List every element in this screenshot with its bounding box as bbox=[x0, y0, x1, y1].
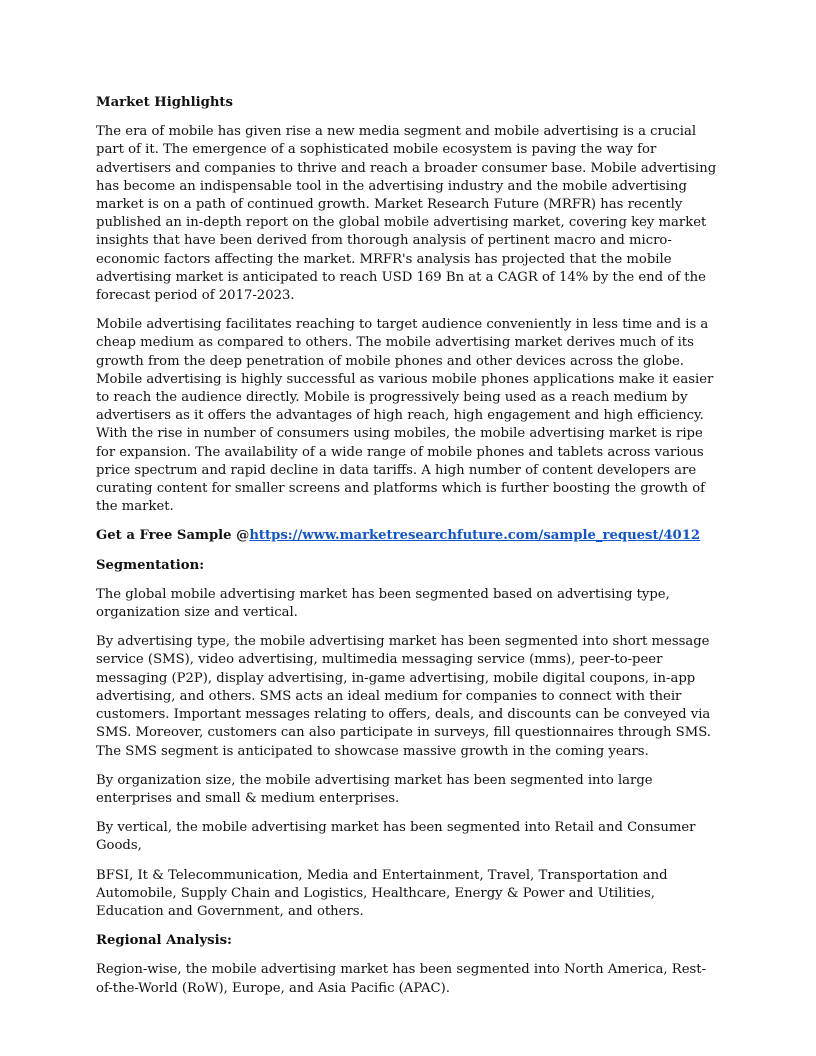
market-highlights-paragraph-1: The era of mobile has given rise a new media segment and mobile advertising is a crucial part of it. The emergence of a sophisticated mobile ecosystem is paving the way for advertisers and companies to thrive and reach a broader consumer base. Mobile advertising has become an indispensable tool in the advertising industry and the mobile advertising market is on a path of continued growth. Market Research Future (MRFR) has recently published an in-depth report on the global mobile advertising market, covering key market insights that have been derived from thorough analysis of pertinent macro and micro-economic factors affecting the market. MRFR's analysis has projected that the mobile advertising market is anticipated to reach USD 169 Bn at a CAGR of 14% by the end of the forecast period of 2017-2023. bbox=[96, 124, 717, 304]
document-page bbox=[96, 94, 720, 1009]
segmentation-paragraph-2: By advertising type, the mobile advertising market has been segmented into short message service (SMS), video advertising, multimedia messaging service (mms), peer-to-peer messaging (P2P), display advertising, in-game advertising, mobile digital coupons, in-app advertising, and others. SMS acts an ideal medium for companies to connect with their customers. Important messages relating to offers, deals, and discounts can be conveyed via SMS. Moreover, customers can also participate in surveys, fill questionnaires through SMS. The SMS segment is anticipated to showcase massive growth in the coming years. bbox=[96, 634, 711, 759]
regional-analysis-heading: Regional Analysis: bbox=[96, 933, 232, 949]
free-sample-label: Get a Free Sample @ bbox=[96, 528, 250, 544]
segmentation-paragraph-5: BFSI, It & Telecommunication, Media and Entertainment, Travel, Transportation and Automobile, Supply Chain and Logistics, Healthcare, Energy & Power and Utilities, Education and Government, and others. bbox=[96, 867, 668, 919]
segmentation-paragraph-1: The global mobile advertising market has been segmented based on advertising type, organization size and vertical. bbox=[96, 586, 670, 621]
regional-analysis-paragraph-1: Region-wise, the mobile advertising market has been segmented into North America, Rest-of-the-World (RoW), Europe, and Asia Pacific (APAC). bbox=[96, 962, 707, 996]
market-highlights-heading: Market Highlights bbox=[96, 95, 233, 110]
segmentation-heading: Segmentation: bbox=[96, 557, 205, 573]
sample-request-link[interactable]: https://www.marketresearchfuture.com/sample_request/4012 bbox=[249, 528, 701, 544]
segmentation-paragraph-4: By vertical, the mobile advertising market has been segmented into Retail and Consumer Goods, bbox=[96, 820, 696, 854]
free-sample-line bbox=[96, 527, 720, 545]
market-highlights-paragraph-2: Mobile advertising facilitates reaching to target audience conveniently in less time and is a cheap medium as compared to others. The mobile advertising market derives much of its growth from the deep penetration of mobile phones and other devices across the globe. Mobile advertising is highly successful as various mobile phones applications make it easier to reach the audience directly. Mobile is progressively being used as a reach medium by advertisers as it offers the advantages of high reach, high engagement and high efficiency. With the rise in number of consumers using mobiles, the mobile advertising market is ripe for expansion. The availability of a wide range of mobile phones and tablets across various price spectrum and rapid decline in data tariffs. A high number of content developers are curating content for smaller screens and platforms which is further boosting the growth of the market. bbox=[96, 317, 714, 515]
segmentation-paragraph-3: By organization size, the mobile advertising market has been segmented into large enterprises and small & medium enterprises. bbox=[96, 772, 653, 806]
